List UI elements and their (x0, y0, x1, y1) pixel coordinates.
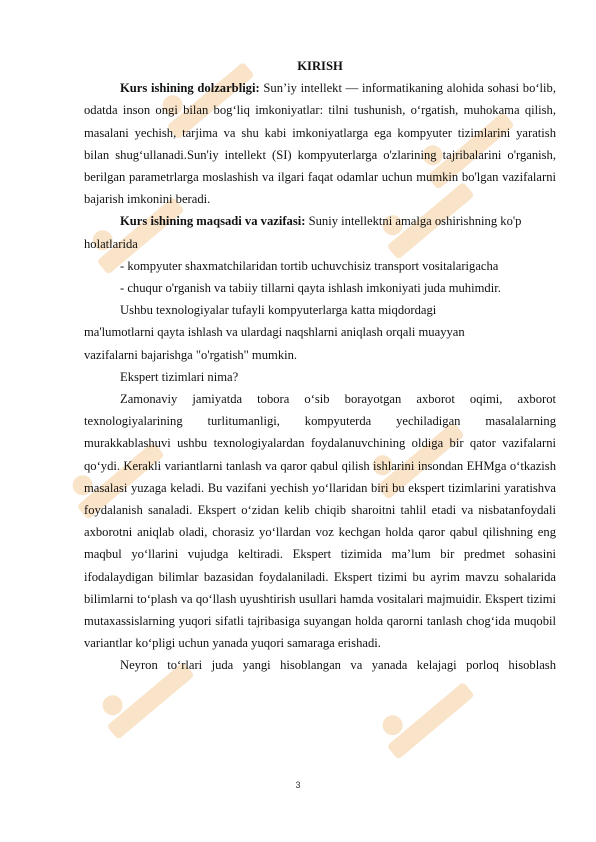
paragraph-relevance (84, 77, 556, 210)
paragraph-tech-line1: Ushbu texnologiyalar tufayli kompyuterlarga katta miqdordagi (120, 303, 437, 318)
goal-text: Suniy intellektni amalga oshirishning ko'p holatlarida (84, 214, 522, 251)
page-title: KIRISH (297, 59, 343, 73)
relevance-text: Sun’iy intellekt — informatikaning alohida sohasi bo‘lib, odatda inson ongi bilan bog‘liq imkoniyatlar: tilni tushunish, o‘rgatish, muhokama qilish, masalani yechish, tarjima va shu kabi imkoniyatlarga ega kompyuter tizimlarini yaratish bilan shug‘ullanadi.Sun'iy intellekt (SI) kompyuterlarga o'zlarining tajribalarini o'rganish, berilgan parametrlarga moslashish va ilgari faqat odamlar uchun mumkin bo'lgan vazifalarni bajarish imkonini beradi. (84, 81, 556, 207)
paragraph-expert-systems: Zamonaviy jamiyatda tobora o‘sib borayotgan axborot oqimi, axborot texnologiyalarining turlitumanligi, kompyuterda yechiladigan masalalarning murakkablashuvi ushbu texnologiyalardan foydalanuvchining oldiga bir qator vazifalarni qo‘ydi. Kerakli variantlarni tanlash va qaror qabul qilish ishlarini insondan EHMga o‘tkazish masalasi yuzaga keladi. Bu vazifani yechish yo‘llaridan biri bu ekspert tizimlarini yaratishva foydalanish sanaladi. Ekspert o‘zidan kelib chiqib sharoitni tahlil etadi va nisbatanfoydali axborotni aniqlab oladi, chorasiz yo‘llardan voz kechgan holda qaror qabul qilishning eng maqbul yo‘llarini vujudga keltiradi. Ekspert tizimida ma’lum bir predmet sohasini ifodalaydigan bilimlar bazasidan foydalaniladi. Ekspert tizimi bu ayrim mavzu sohalarida bilimlarni to‘plash va qo‘llash uyushtirish usullari hamda vositalari majmuidir. Ekspert tizimi mutaxassislarning yuqori sifatli tajribasiga suyangan holda qarorni tanlash chog‘ida muqobil variantlar ko‘pligi uchun yanada yuqori samaraga erishadi. (84, 392, 556, 651)
paragraph-neural-networks: Neyron to‘rlari juda yangi hisoblangan va yanada kelajagi porloq hisoblash (120, 658, 556, 673)
list-item: - kompyuter shaxmatchilaridan tortib uchuvchisiz transport vositalarigacha (120, 258, 499, 273)
list-item: - chuqur o'rganish va tabiiy tillarni qayta ishlash imkoniyati juda muhimdir. (120, 281, 501, 296)
goal-label: Kurs ishining maqsadi va vazifasi: (120, 214, 306, 229)
relevance-label: Kurs ishining dolzarbligi: (120, 81, 260, 96)
paragraph-tech-line3: vazifalarni bajarishga "o'rgatish" mumkin. (84, 347, 298, 362)
soff-logo-icon (370, 660, 490, 780)
paragraph-goal (84, 210, 556, 254)
section-heading: Ekspert tizimlari nima? (120, 369, 239, 384)
paragraph-tech-line2: ma'lumotlarni qayta ishlash va ulardagi naqshlarni aniqlash orqali muayyan (84, 325, 465, 340)
document-page (84, 55, 556, 677)
page-number: 3 (295, 780, 301, 790)
